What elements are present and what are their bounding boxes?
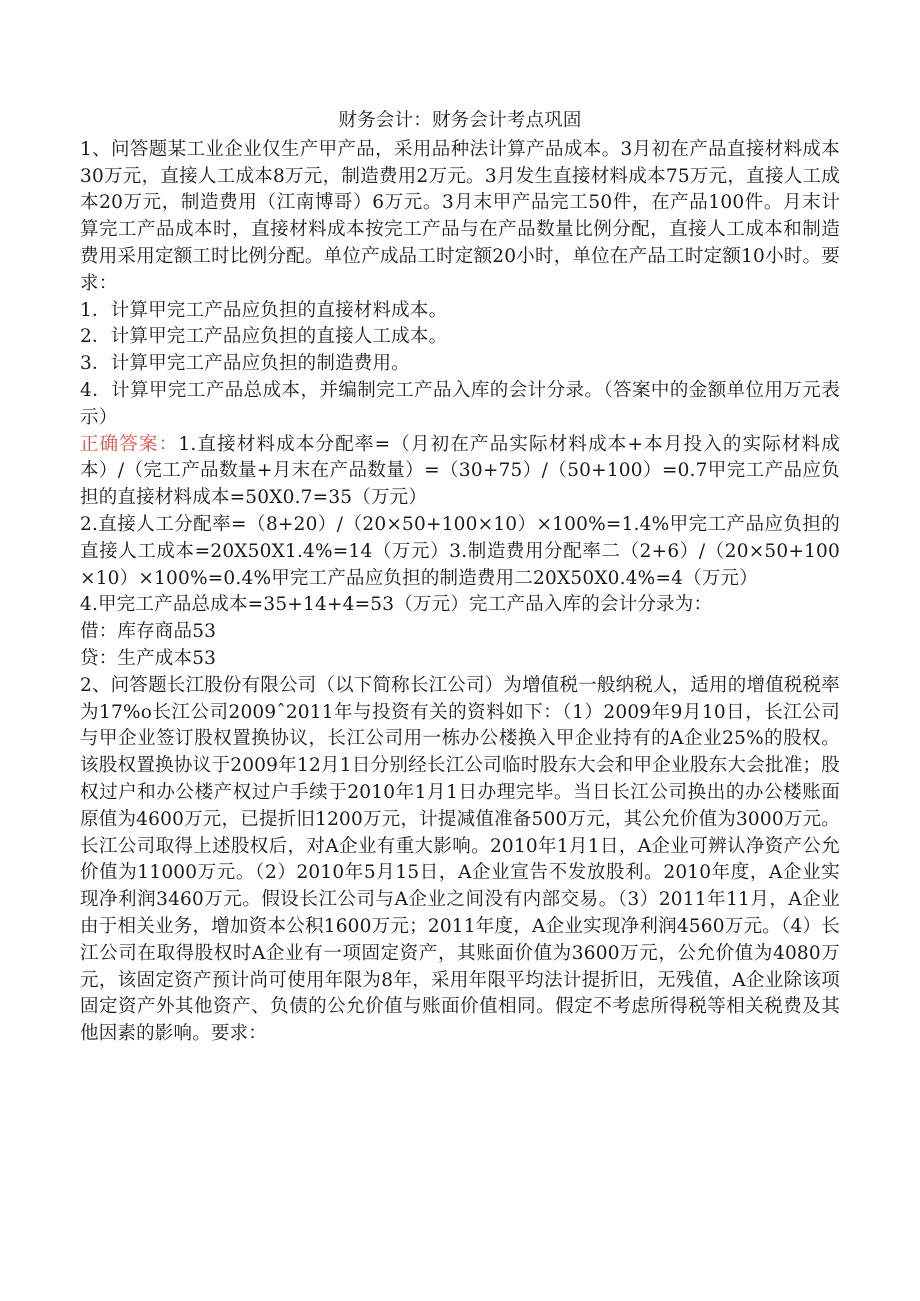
q1-stem: 1、问答题某工业企业仅生产甲产品，采用品种法计算产品成本。3月初在产品直接材料成本30万元，直接人工成本8万元，制造费用2万元。3月发生直接材料成本75万元，直接人工成本20万元，制造费用（江南博哥）6万元。3月末甲产品完工50件，在产品100件。月末计算完工产品成本时，直接材料成本按完工产品与在产品数量比例分配，直接人工成本和制造费用采用定额工时比例分配。单位产成品工时定额20小时，单位在产品工时定额10小时。要求：: [80, 138, 840, 294]
q1-answer-paragraph-1: [80, 432, 840, 512]
q2-stem: 2、问答题长江股份有限公司（以下简称长江公司）为增值税一般纳税人，适用的增值税税率为17%o长江公司2009ˆ2011年与投资有关的资料如下：（1）2009年9月10日，长江公司与甲企业签订股权置换协议，长江公司用一栋办公楼换入甲企业持有的A企业25%的股权。该股权置换协议于2009年12月1日分别经长江公司临时股东大会和甲企业股东大会批准；股权过户和办公楼产权过户手续于2010年1月1日办理完毕。当日长江公司换出的办公楼账面原值为4600万元，已提折旧1200万元，计提减值准备500万元，其公允价值为3000万元。长江公司取得上述股权后，对A企业有重大影响。2010年1月1日，A企业可辨认净资产公允价值为11000万元。（2）2010年5月15日，A企业宣告不发放股利。2010年度，A企业实现净利润3460万元。假设长江公司与A企业之间没有内部交易。（3）2011年11月，A企业由于相关业务，增加资本公积1600万元；2011年度，A企业实现净利润4560万元。（4）长江公司在取得股权时A企业有一项固定资产，其账面价值为3600万元，公允价值为4080万元，该固定资产预计尚可使用年限为8年，采用年限平均法计提折旧，无残值，A企业除该项固定资产外其他资产、负债的公允价值与账面价值相同。假定不考虑所得税等相关税费及其他因素的影响。要求：: [80, 674, 840, 1045]
q1-answer-paragraph-2: 2.直接人工分配率=（8+20）/（20×50+100×10）×100%=1.4%甲完工产品应负担的直接人工成本=20X50X1.4%=14（万元）3.制造费用分配率二（2+6）/（20×50+100×10）×100%=0.4%甲完工产品应负担的制造费用二20X50X0.4%=4（万元）: [80, 513, 840, 589]
q1-requirement-3: 3．计算甲完工产品应负担的制造费用。: [80, 353, 410, 375]
document-title: 财务会计：财务会计考点巩固: [338, 110, 582, 131]
q1-entry-debit: 借：库存商品53: [80, 621, 217, 643]
document-page: [80, 108, 840, 1048]
q1-answer-paragraph-3: 4.甲完工产品总成本=35+14+4=53（万元）完工产品入库的会计分录为：: [80, 594, 713, 616]
q1-requirement-4: 4．计算甲完工产品总成本，并编制完工产品入库的会计分录。（答案中的金额单位用万元表示）: [80, 379, 840, 428]
answer-label: 正确答案：: [80, 433, 179, 455]
q1-requirement-2: 2．计算甲完工产品应负担的直接人工成本。: [80, 326, 448, 348]
q1-entry-credit: 贷：生产成本53: [80, 647, 217, 669]
answer-text-1: 1.直接材料成本分配率=（月初在产品实际材料成本+本月投入的实际材料成本）/（完工产品数量+月末在产品数量）=（30+75）/（50+100）=0.7甲完工产品应负担的直接材料成本=50X0.7=35（万元）: [80, 433, 840, 509]
q1-requirement-1: 1．计算甲完工产品应负担的直接材料成本。: [80, 299, 448, 321]
